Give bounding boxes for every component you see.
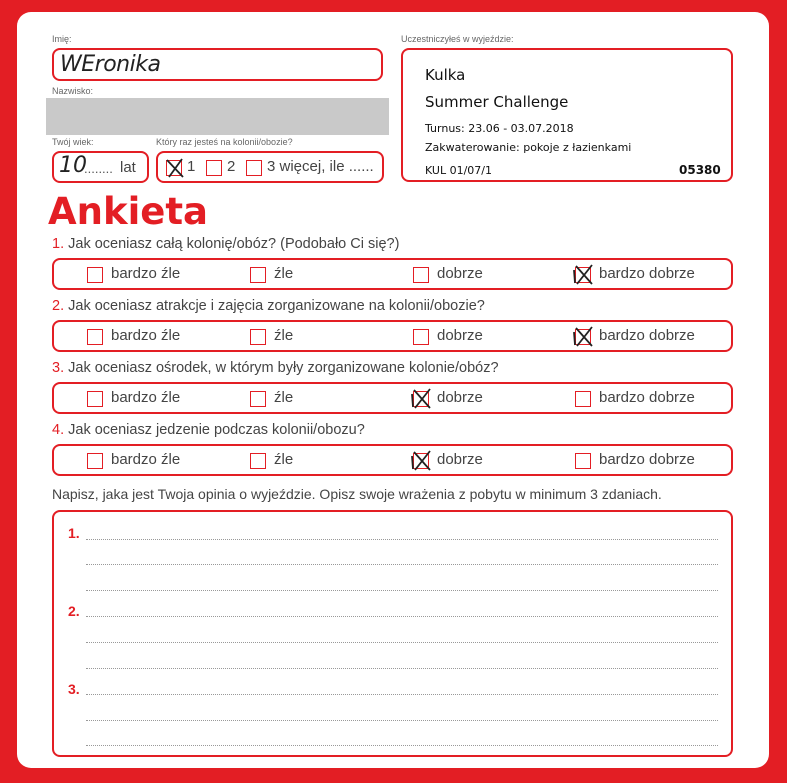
question-3 bbox=[52, 360, 499, 376]
name-value: WEronika bbox=[60, 52, 161, 77]
question-text: Jak oceniasz ośrodek, w którym były zorganizowane kolonie/obóz? bbox=[68, 360, 499, 376]
answer-checkbox[interactable] bbox=[575, 453, 591, 469]
check-x-icon bbox=[411, 388, 433, 410]
answer-row-2 bbox=[52, 320, 733, 352]
answer-label: bardzo źle bbox=[111, 265, 181, 282]
answer-checkbox[interactable] bbox=[87, 453, 103, 469]
answer-label: bardzo źle bbox=[111, 327, 181, 344]
answer-label: źle bbox=[274, 265, 294, 282]
answer-checkbox[interactable] bbox=[250, 391, 266, 407]
answer-checkbox[interactable] bbox=[413, 391, 429, 407]
age-field[interactable] bbox=[52, 151, 149, 183]
question-4 bbox=[52, 422, 365, 438]
answer-label: dobrze bbox=[437, 451, 483, 468]
writing-line bbox=[86, 694, 718, 695]
answer-label: bardzo dobrze bbox=[599, 451, 695, 468]
camp-name: Kulka bbox=[425, 66, 466, 84]
answer-checkbox[interactable] bbox=[87, 329, 103, 345]
answer-label: dobrze bbox=[437, 265, 483, 282]
answer-row-1 bbox=[52, 258, 733, 290]
page-title: Ankieta bbox=[48, 190, 209, 233]
times-field bbox=[156, 151, 384, 183]
times-checkbox-3[interactable] bbox=[246, 160, 262, 176]
age-label: Twój wiek: bbox=[52, 137, 94, 147]
times-checkbox-2[interactable] bbox=[206, 160, 222, 176]
opinion-number-3: 3. bbox=[68, 681, 80, 697]
check-x-icon bbox=[411, 450, 433, 472]
answer-checkbox[interactable] bbox=[575, 329, 591, 345]
writing-line bbox=[86, 590, 718, 591]
writing-line bbox=[86, 616, 718, 617]
writing-line bbox=[86, 642, 718, 643]
camp-turnus: Turnus: 23.06 - 03.07.2018 bbox=[425, 122, 574, 135]
surname-label: Nazwisko: bbox=[52, 86, 94, 96]
answer-checkbox[interactable] bbox=[87, 391, 103, 407]
opinion-prompt: Napisz, jaka jest Twoja opinia o wyjeździe. Opisz swoje wrażenia z pobytu w minimum 3 zdaniach. bbox=[52, 486, 662, 502]
answer-checkbox[interactable] bbox=[250, 453, 266, 469]
answer-checkbox[interactable] bbox=[575, 267, 591, 283]
opinion-field[interactable] bbox=[52, 510, 733, 757]
answer-label: bardzo dobrze bbox=[599, 389, 695, 406]
answer-label: bardzo dobrze bbox=[599, 265, 695, 282]
answer-checkbox[interactable] bbox=[413, 329, 429, 345]
answer-label: bardzo źle bbox=[111, 389, 181, 406]
age-value: 10 bbox=[59, 153, 87, 178]
name-label: Imię: bbox=[52, 34, 72, 44]
times-checkbox-1[interactable] bbox=[166, 160, 182, 176]
check-x-icon bbox=[164, 157, 186, 179]
opinion-number-1: 1. bbox=[68, 525, 80, 541]
answer-label: bardzo dobrze bbox=[599, 327, 695, 344]
question-number: 2. bbox=[52, 298, 65, 314]
times-label: Który raz jesteś na kolonii/obozie? bbox=[156, 137, 293, 147]
times-option-1: 1 bbox=[187, 158, 196, 175]
answer-checkbox[interactable] bbox=[575, 391, 591, 407]
answer-checkbox[interactable] bbox=[87, 267, 103, 283]
answer-checkbox[interactable] bbox=[250, 329, 266, 345]
name-field[interactable] bbox=[52, 48, 383, 81]
answer-checkbox[interactable] bbox=[413, 267, 429, 283]
times-option-3: 3 więcej, ile ...... bbox=[267, 158, 374, 175]
age-dots: ........ bbox=[84, 161, 113, 176]
camp-number: 05380 bbox=[679, 163, 721, 177]
question-2 bbox=[52, 298, 485, 314]
answer-label: dobrze bbox=[437, 389, 483, 406]
age-unit: lat bbox=[120, 159, 136, 176]
writing-line bbox=[86, 564, 718, 565]
writing-line bbox=[86, 745, 718, 746]
question-number: 3. bbox=[52, 360, 65, 376]
opinion-number-2: 2. bbox=[68, 603, 80, 619]
camp-accommodation: Zakwaterowanie: pokoje z łazienkami bbox=[425, 141, 632, 154]
writing-line bbox=[86, 668, 718, 669]
answer-label: źle bbox=[274, 389, 294, 406]
check-x-icon bbox=[573, 264, 595, 286]
surname-redacted bbox=[46, 98, 389, 135]
question-number: 1. bbox=[52, 236, 65, 252]
question-text: Jak oceniasz atrakcje i zajęcia zorganizowane na kolonii/obozie? bbox=[68, 298, 485, 314]
answer-checkbox[interactable] bbox=[250, 267, 266, 283]
answer-row-3 bbox=[52, 382, 733, 414]
answer-row-4 bbox=[52, 444, 733, 476]
survey-sheet bbox=[17, 12, 769, 768]
camp-info-box bbox=[401, 48, 733, 182]
answer-label: źle bbox=[274, 451, 294, 468]
question-1 bbox=[52, 236, 399, 252]
question-text: Jak oceniasz jedzenie podczas kolonii/obozu? bbox=[68, 422, 365, 438]
check-x-icon bbox=[573, 326, 595, 348]
participants-label: Uczestniczyłeś w wyjeździe: bbox=[401, 34, 514, 44]
question-text: Jak oceniasz całą kolonię/obóz? (Podobało Ci się?) bbox=[68, 236, 400, 252]
writing-line bbox=[86, 539, 718, 540]
camp-program: Summer Challenge bbox=[425, 93, 569, 111]
answer-label: źle bbox=[274, 327, 294, 344]
question-number: 4. bbox=[52, 422, 65, 438]
answer-label: dobrze bbox=[437, 327, 483, 344]
answer-checkbox[interactable] bbox=[413, 453, 429, 469]
writing-line bbox=[86, 720, 718, 721]
times-option-2: 2 bbox=[227, 158, 236, 175]
answer-label: bardzo źle bbox=[111, 451, 181, 468]
camp-code: KUL 01/07/1 bbox=[425, 164, 492, 177]
